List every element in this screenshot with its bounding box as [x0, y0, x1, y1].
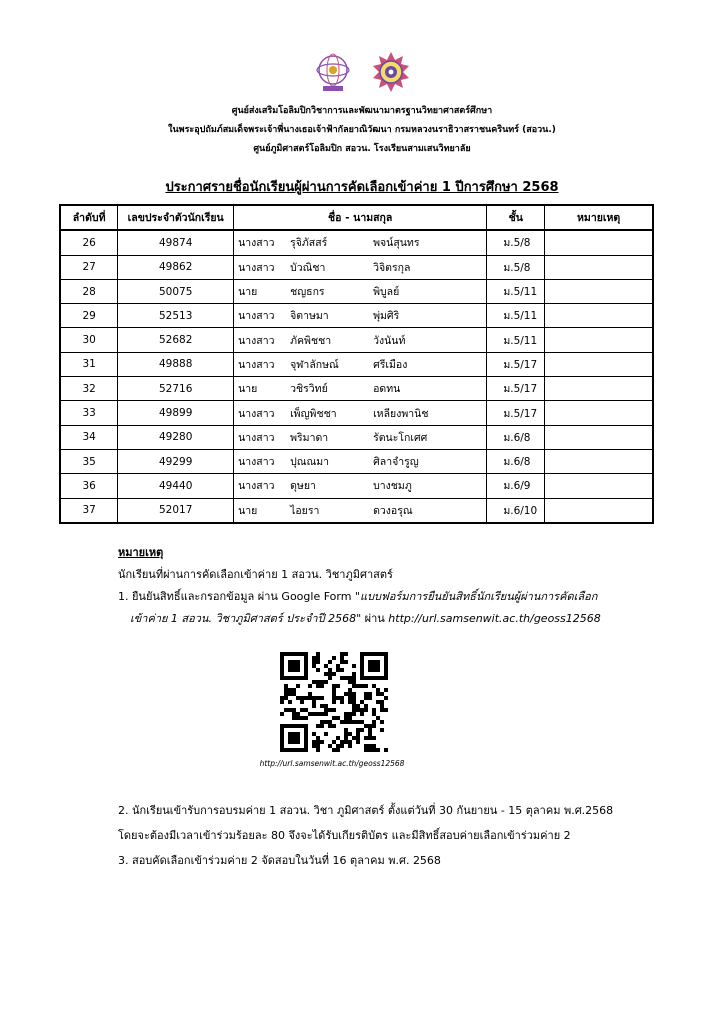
col-header-grade: ชั้น: [487, 205, 545, 230]
cell-student-id: 50075: [118, 279, 234, 303]
notes-item-1-form-name-2: เข้าค่าย 1 สอวน. วิชาภูมิศาสตร์ ประจำปี 2568": [130, 612, 362, 625]
cell-remark: [545, 498, 653, 523]
cell-no: 32: [60, 377, 118, 401]
cell-student-id: 49899: [118, 401, 234, 425]
cell-grade: ม.5/11: [487, 328, 545, 352]
cell-remark: [545, 474, 653, 498]
notes-item-1-via: ผ่าน: [361, 612, 389, 625]
last-name: ดวงอรุณ: [373, 504, 413, 517]
name-title: นาย: [238, 504, 258, 517]
cell-no: 29: [60, 304, 118, 328]
last-name: อดทน: [373, 383, 401, 396]
notes-section: [118, 542, 678, 630]
cell-no: 30: [60, 328, 118, 352]
cell-name: [234, 425, 487, 449]
name-title: นางสาว: [238, 407, 275, 420]
table-body: [60, 230, 653, 523]
cell-grade: ม.5/8: [487, 255, 545, 279]
cell-remark: [545, 279, 653, 303]
col-header-no: ลำดับที่: [60, 205, 118, 230]
table-row: [60, 449, 653, 473]
cell-remark: [545, 377, 653, 401]
first-name: พริมาดา: [290, 431, 329, 444]
cell-student-id: 49874: [118, 230, 234, 255]
name-title: นาย: [238, 383, 258, 396]
cell-student-id: 49888: [118, 352, 234, 376]
notes-item-2-line-1: 2. นักเรียนเข้ารับการอบรมค่าย 1 สอวน. วิชา ภูมิศาสตร์ ตั้งแต่วันที่ 30 กันยายน - 15 ตุลาคม พ.ศ.2568: [118, 804, 614, 817]
first-name: เพ็ญพิชชา: [290, 407, 337, 420]
first-name: ไอยรา: [290, 504, 320, 517]
last-name: ศิลาจำรูญ: [373, 456, 419, 469]
table-row: [60, 498, 653, 523]
cell-student-id: 52716: [118, 377, 234, 401]
cell-name: [234, 279, 487, 303]
name-title: นางสาว: [238, 358, 275, 371]
notes-section-2: [118, 798, 698, 873]
cell-remark: [545, 449, 653, 473]
header-line-1: ศูนย์ส่งเสริมโอลิมปิกวิชาการและพัฒนามาตรฐานวิทยาศาสตร์ศึกษา: [231, 106, 493, 116]
first-name: บัวณิชา: [290, 261, 326, 274]
cell-student-id: 52682: [118, 328, 234, 352]
table-row: [60, 425, 653, 449]
col-header-remark: หมายเหตุ: [545, 205, 653, 230]
notes-item-1-form-name: "แบบฟอร์มการยืนยันสิทธิ์นักเรียนผู้ผ่านการคัดเลือก: [354, 590, 598, 603]
name-title: นางสาว: [238, 261, 275, 274]
table-row: [60, 279, 653, 303]
cell-remark: [545, 401, 653, 425]
cell-remark: [545, 304, 653, 328]
table-row: [60, 401, 653, 425]
notes-item-1-prefix: 1. ยืนยันสิทธิ์และกรอกข้อมูล ผ่าน Google Form: [118, 590, 355, 603]
cell-grade: ม.6/8: [487, 425, 545, 449]
first-name: วชิรวิทย์: [290, 383, 328, 396]
last-name: วังนันท์: [373, 334, 406, 347]
announcement-title: [0, 176, 724, 197]
table-header-row: [60, 205, 653, 230]
first-name: ปุณณมา: [290, 456, 330, 469]
samsenwit-school-logo: [369, 50, 413, 94]
notes-intro: นักเรียนที่ผ่านการคัดเลือกเข้าค่าย 1 สอวน. วิชาภูมิศาสตร์: [118, 568, 393, 581]
last-name: เหลียงพานิช: [373, 407, 429, 420]
name-title: นางสาว: [238, 237, 275, 250]
cell-name: [234, 449, 487, 473]
cell-grade: ม.5/11: [487, 304, 545, 328]
table-row: [60, 304, 653, 328]
first-name: ชญธกร: [290, 286, 325, 299]
cell-no: 34: [60, 425, 118, 449]
cell-name: [234, 230, 487, 255]
cell-student-id: 52017: [118, 498, 234, 523]
table-row: [60, 230, 653, 255]
cell-no: 35: [60, 449, 118, 473]
cell-name: [234, 474, 487, 498]
document-header: [0, 102, 724, 159]
table-row: [60, 474, 653, 498]
cell-student-id: 49862: [118, 255, 234, 279]
cell-name: [234, 328, 487, 352]
last-name: ศรีเมือง: [373, 358, 408, 371]
col-header-id: เลขประจำตัวนักเรียน: [118, 205, 234, 230]
cell-remark: [545, 352, 653, 376]
cell-no: 33: [60, 401, 118, 425]
first-name: จิตาษมา: [290, 310, 329, 323]
cell-name: [234, 352, 487, 376]
cell-remark: [545, 230, 653, 255]
logo-group: [0, 50, 724, 94]
table-row: [60, 377, 653, 401]
cell-name: [234, 255, 487, 279]
cell-grade: ม.5/17: [487, 401, 545, 425]
notes-item-2-line-2: โดยจะต้องมีเวลาเข้าร่วมร้อยละ 80 จึงจะได้รับเกียรติบัตร และมีสิทธิ์สอบค่ายเลือกเข้าร่วมค่าย 2: [118, 829, 571, 842]
cell-student-id: 49299: [118, 449, 234, 473]
cell-grade: ม.6/8: [487, 449, 545, 473]
notes-item-1: [118, 586, 678, 608]
cell-no: 26: [60, 230, 118, 255]
cell-name: [234, 377, 487, 401]
qr-caption-url: http://url.samsenwit.ac.th/geoss12568: [259, 759, 405, 768]
cell-student-id: 49280: [118, 425, 234, 449]
table-row: [60, 255, 653, 279]
cell-grade: ม.5/17: [487, 377, 545, 401]
cell-grade: ม.5/17: [487, 352, 545, 376]
last-name: วิจิตรกุล: [373, 261, 411, 274]
table-row: [60, 352, 653, 376]
cell-grade: ม.6/10: [487, 498, 545, 523]
cell-name: [234, 498, 487, 523]
cell-grade: ม.6/9: [487, 474, 545, 498]
first-name: ภัคพิชชา: [290, 334, 332, 347]
qr-code[interactable]: [280, 652, 388, 752]
cell-student-id: 49440: [118, 474, 234, 498]
notes-heading: หมายเหตุ: [118, 546, 164, 559]
last-name: บางชมภู: [373, 480, 412, 493]
cell-grade: ม.5/8: [487, 230, 545, 255]
last-name: พิบูลย์: [373, 286, 400, 299]
name-title: นางสาว: [238, 334, 275, 347]
first-name: จุฬาลักษณ์: [290, 358, 339, 371]
notes-item-1-url-link[interactable]: http://url.samsenwit.ac.th/geoss12568: [388, 612, 601, 625]
notes-item-3: 3. สอบคัดเลือกเข้าร่วมค่าย 2 จัดสอบในวันที่ 16 ตุลาคม พ.ศ. 2568: [118, 854, 441, 867]
cell-name: [234, 401, 487, 425]
cell-grade: ม.5/11: [487, 279, 545, 303]
name-title: นางสาว: [238, 480, 275, 493]
table-row: [60, 328, 653, 352]
name-title: นางสาว: [238, 456, 275, 469]
announcement-title-text: ประกาศรายชื่อนักเรียนผู้ผ่านการคัดเลือกเข้าค่าย 1 ปีการศึกษา 2568: [165, 180, 559, 195]
header-line-2: ในพระอุปถัมภ์สมเด็จพระเจ้าพี่นางเธอเจ้าฟ้ากัลยาณิวัฒนา กรมหลวงนราธิวาสราชนครินทร์ (สอวน.): [168, 125, 556, 135]
cell-no: 37: [60, 498, 118, 523]
col-header-name: ชื่อ - นามสกุล: [234, 205, 487, 230]
last-name: รัตนะโกเศศ: [373, 431, 428, 444]
last-name: พุ่มศิริ: [373, 310, 400, 323]
cell-no: 27: [60, 255, 118, 279]
name-title: นางสาว: [238, 431, 275, 444]
cell-no: 28: [60, 279, 118, 303]
last-name: พจน์สุนทร: [373, 237, 420, 250]
cell-remark: [545, 255, 653, 279]
name-title: นาย: [238, 286, 258, 299]
first-name: ดุษยา: [290, 480, 316, 493]
cell-no: 36: [60, 474, 118, 498]
student-list-table: [59, 204, 654, 524]
notes-item-1-cont: [118, 608, 678, 630]
cell-remark: [545, 328, 653, 352]
first-name: รุจิภัสสร์: [290, 237, 328, 250]
cell-no: 31: [60, 352, 118, 376]
cell-student-id: 52513: [118, 304, 234, 328]
cell-name: [234, 304, 487, 328]
header-line-3: ศูนย์ภูมิศาสตร์โอลิมปิก สอวน. โรงเรียนสามเสนวิทยาลัย: [253, 144, 471, 154]
posn-emblem-logo: [311, 50, 355, 94]
cell-remark: [545, 425, 653, 449]
name-title: นางสาว: [238, 310, 275, 323]
